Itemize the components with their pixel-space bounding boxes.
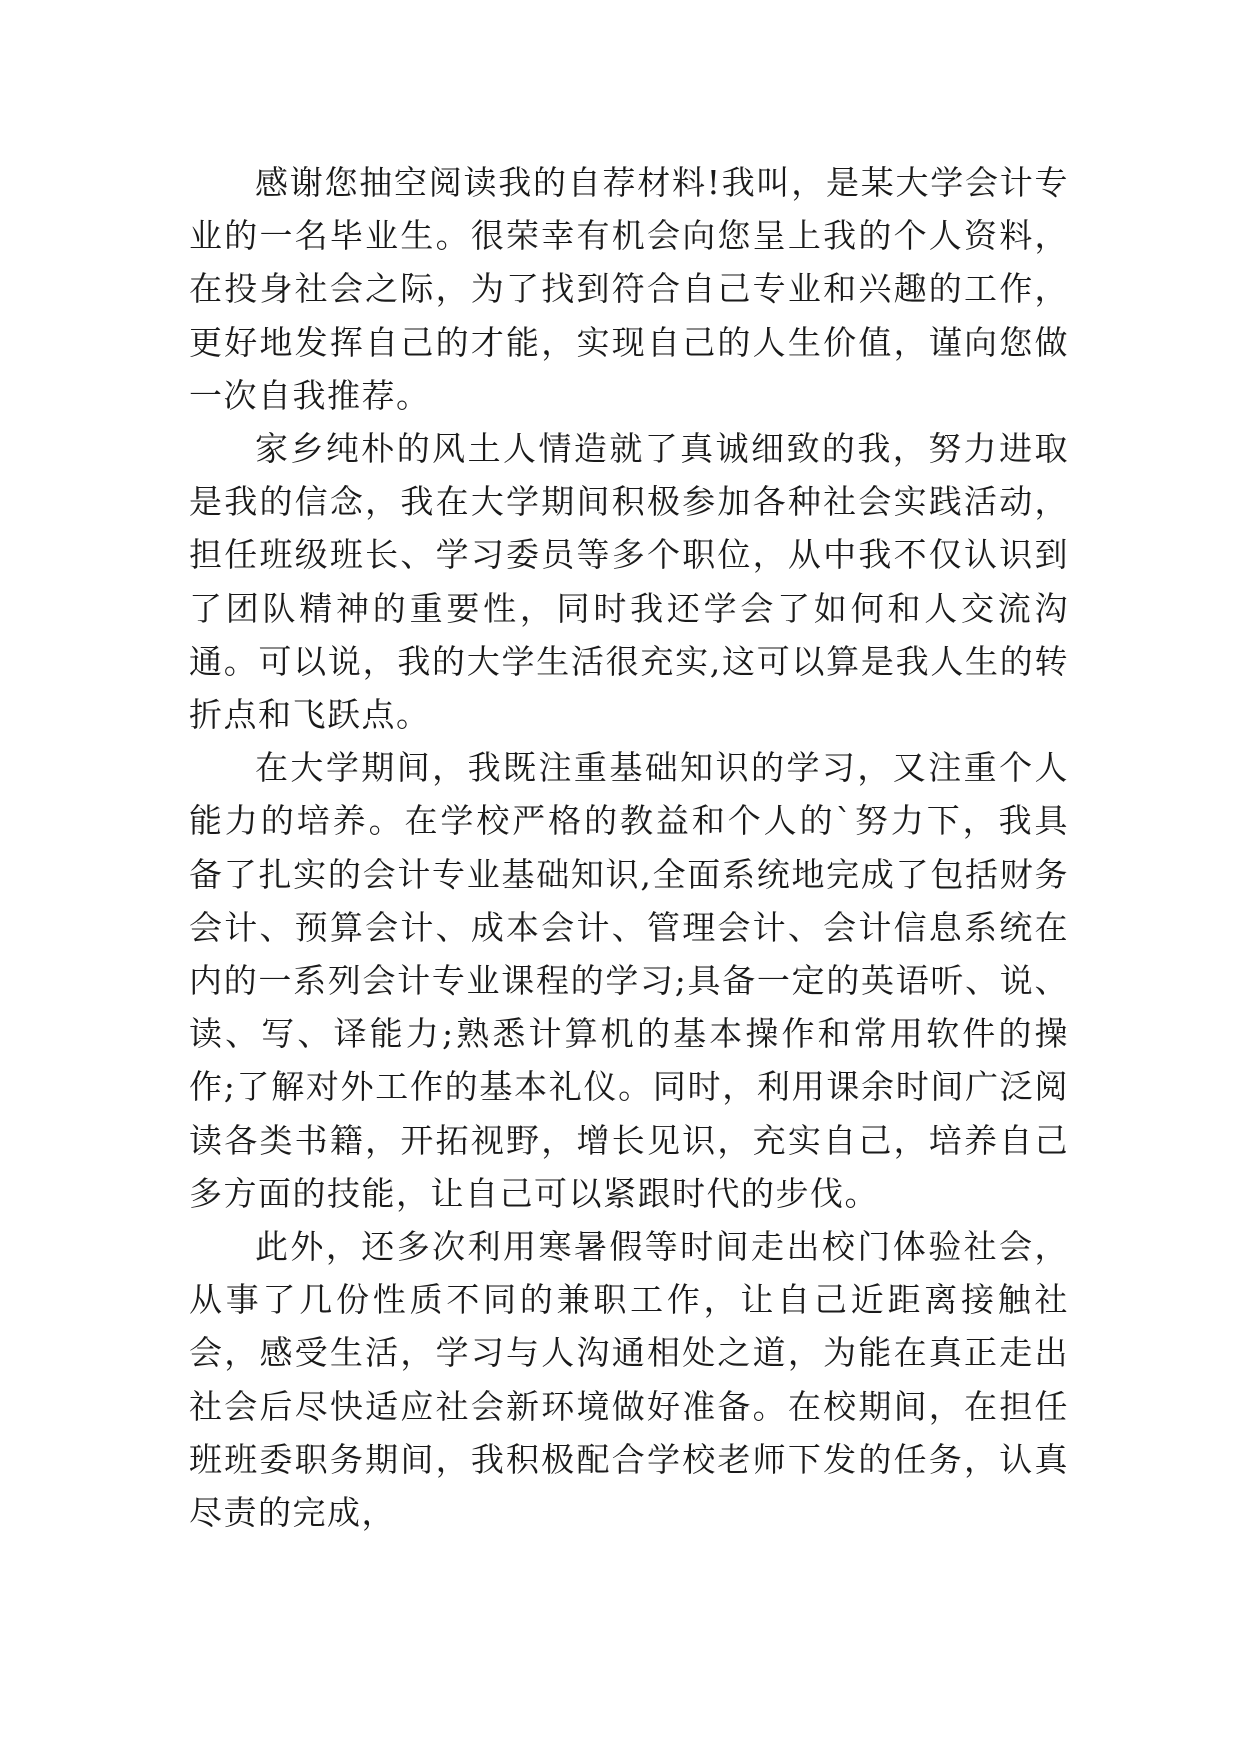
paragraph-hometown-and-activities: 家乡纯朴的风土人情造就了真诚细致的我，努力进取是我的信念，我在大学期间积极参加各种社会实践活动，担任班级班长、学习委员等多个职位，从中我不仅认识到了团队精神的重要性，同时我还学会了如何和人交流沟通。可以说，我的大学生活很充实,这可以算是我人生的转折点和飞跃点。 [189, 429, 1069, 735]
paragraph-self-introduction: 感谢您抽空阅读我的自荐材料!我叫，是某大学会计专业的一名毕业生。很荣幸有机会向您呈上我的个人资料，在投身社会之际，为了找到符合自己专业和兴趣的工作，更好地发挥自己的才能，实现自己的人生价值，谨向您做一次自我推荐。 [189, 163, 1069, 415]
paragraph-university-study: 在大学期间，我既注重基础知识的学习，又注重个人能力的培养。在学校严格的教益和个人的`努力下，我具备了扎实的会计专业基础知识,全面系统地完成了包括财务会计、预算会计、成本会计、管理会计、会计信息系统在内的一系列会计专业课程的学习;具备一定的英语听、说、读、写、译能力;熟悉计算机的基本操作和常用软件的操作;了解对外工作的基本礼仪。同时，利用课余时间广泛阅读各类书籍，开拓视野，增长见识，充实自己，培养自己多方面的技能，让自己可以紧跟时代的步伐。 [189, 748, 1069, 1213]
paragraph-social-practice: 此外，还多次利用寒暑假等时间走出校门体验社会，从事了几份性质不同的兼职工作，让自己近距离接触社会，感受生活，学习与人沟通相处之道，为能在真正走出社会后尽快适应社会新环境做好准备。在校期间，在担任班班委职务期间，我积极配合学校老师下发的任务，认真尽责的完成， [189, 1227, 1069, 1533]
body-text [189, 156, 1069, 1539]
